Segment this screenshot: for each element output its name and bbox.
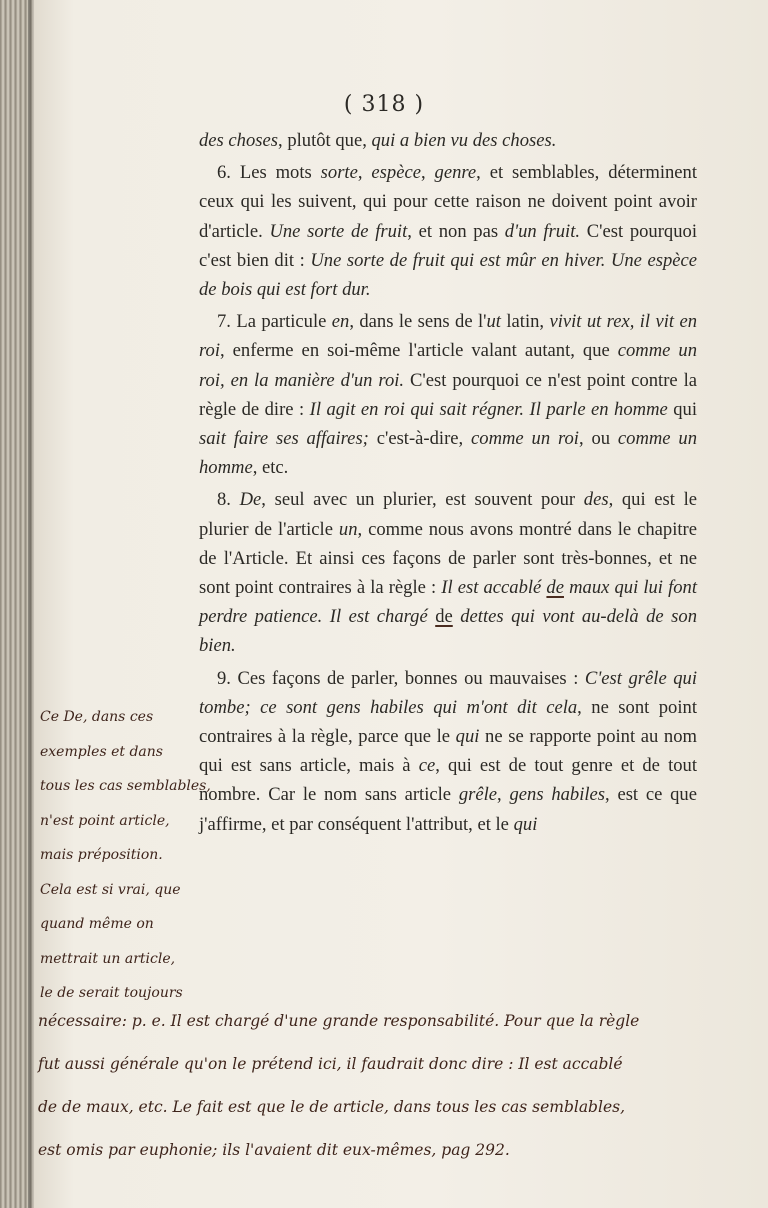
margin-note-line: quand même on bbox=[40, 916, 154, 932]
paragraph-9: 9. Ces façons de parler, bonnes ou mauvaises : C'est grêle qui tombe; ce sont gens habiles qui m'ont dit cela, ne sont point contraires à la règle, parce que le qui ne se rapporte point au nom qui est sans article, mais à ce, qui est de tout genre et de tout nombre. Car le nom sans article grêle, gens habiles, est ce que j'affirme, et par conséquent l'attribut, et le qui bbox=[199, 667, 697, 835]
bottom-note-line: de de maux, etc. Le fait est que le de article, dans tous les cas semblables, bbox=[38, 1098, 625, 1116]
bottom-note-line: nécessaire: p. e. Il est chargé d'une grande responsabilité. Pour que la règle bbox=[38, 1012, 640, 1030]
paragraph-7: 7. La particule en, dans le sens de l'ut latin, vivit ut rex, il vit en roi, enferme en soi-même l'article valant autant, que comme un roi, en la manière d'un roi. C'est pourquoi ce n'est point contre la règle de dire : Il agit en roi qui sait régner. Il parle en homme qui sait faire ses affaires; c'est-à-dire, comme un roi, ou comme un homme, etc. bbox=[199, 311, 698, 479]
margin-note-line: mais préposition. bbox=[40, 847, 163, 863]
margin-note-line: exemples et dans bbox=[40, 743, 163, 760]
margin-note-line: mettrait un article, bbox=[40, 950, 176, 967]
handwritten-margin-note bbox=[40, 700, 211, 1011]
handwritten-bottom-note bbox=[38, 1000, 748, 1172]
underlined-de: de bbox=[435, 606, 453, 628]
book-page-edges bbox=[0, 0, 34, 1208]
bottom-note-line: fut aussi générale qu'on le prétend ici, il faudrait donc dire : Il est accablé bbox=[38, 1055, 623, 1073]
margin-note-line: n'est point article, bbox=[40, 812, 170, 829]
underlined-de: de bbox=[546, 577, 564, 599]
printed-text bbox=[199, 126, 697, 839]
paragraph-6: 6. Les mots sorte, espèce, genre, et semblables, déterminent ceux qui les suivent, qui pour cette raison ne doivent point avoir d'article. Une sorte de fruit, et non pas d'un fruit. C'est pourquoi c'est bien dit : Une sorte de fruit qui est mûr en hiver. Une espèce de bois qui est fort dur. bbox=[199, 162, 698, 301]
bottom-note-line: est omis par euphonie; ils l'avaient dit eux-mêmes, pag 292. bbox=[38, 1141, 510, 1159]
page-number: ( 318 ) bbox=[343, 92, 425, 117]
margin-note-line: tous les cas semblables, bbox=[40, 778, 211, 794]
paragraph-continuation: des choses, plutôt que, qui a bien vu des choses. bbox=[199, 130, 557, 151]
margin-note-line: Cela est si vrai, que bbox=[40, 881, 181, 898]
paragraph-8: 8. De, seul avec un plurier, est souvent pour des, qui est le plurier de l'article un, comme nous avons montré dans le chapitre de l'Article. Et ainsi ces façons de parler sont très-bonnes, et ne sont point contraires à la règle : Il est accablé de maux qui lui font perdre patience. Il est chargé de dettes qui vont au-delà de son bien. bbox=[199, 489, 698, 657]
margin-note-line: Ce De, dans ces bbox=[40, 709, 154, 725]
margin-note-line: le de serait toujours bbox=[40, 985, 183, 1001]
